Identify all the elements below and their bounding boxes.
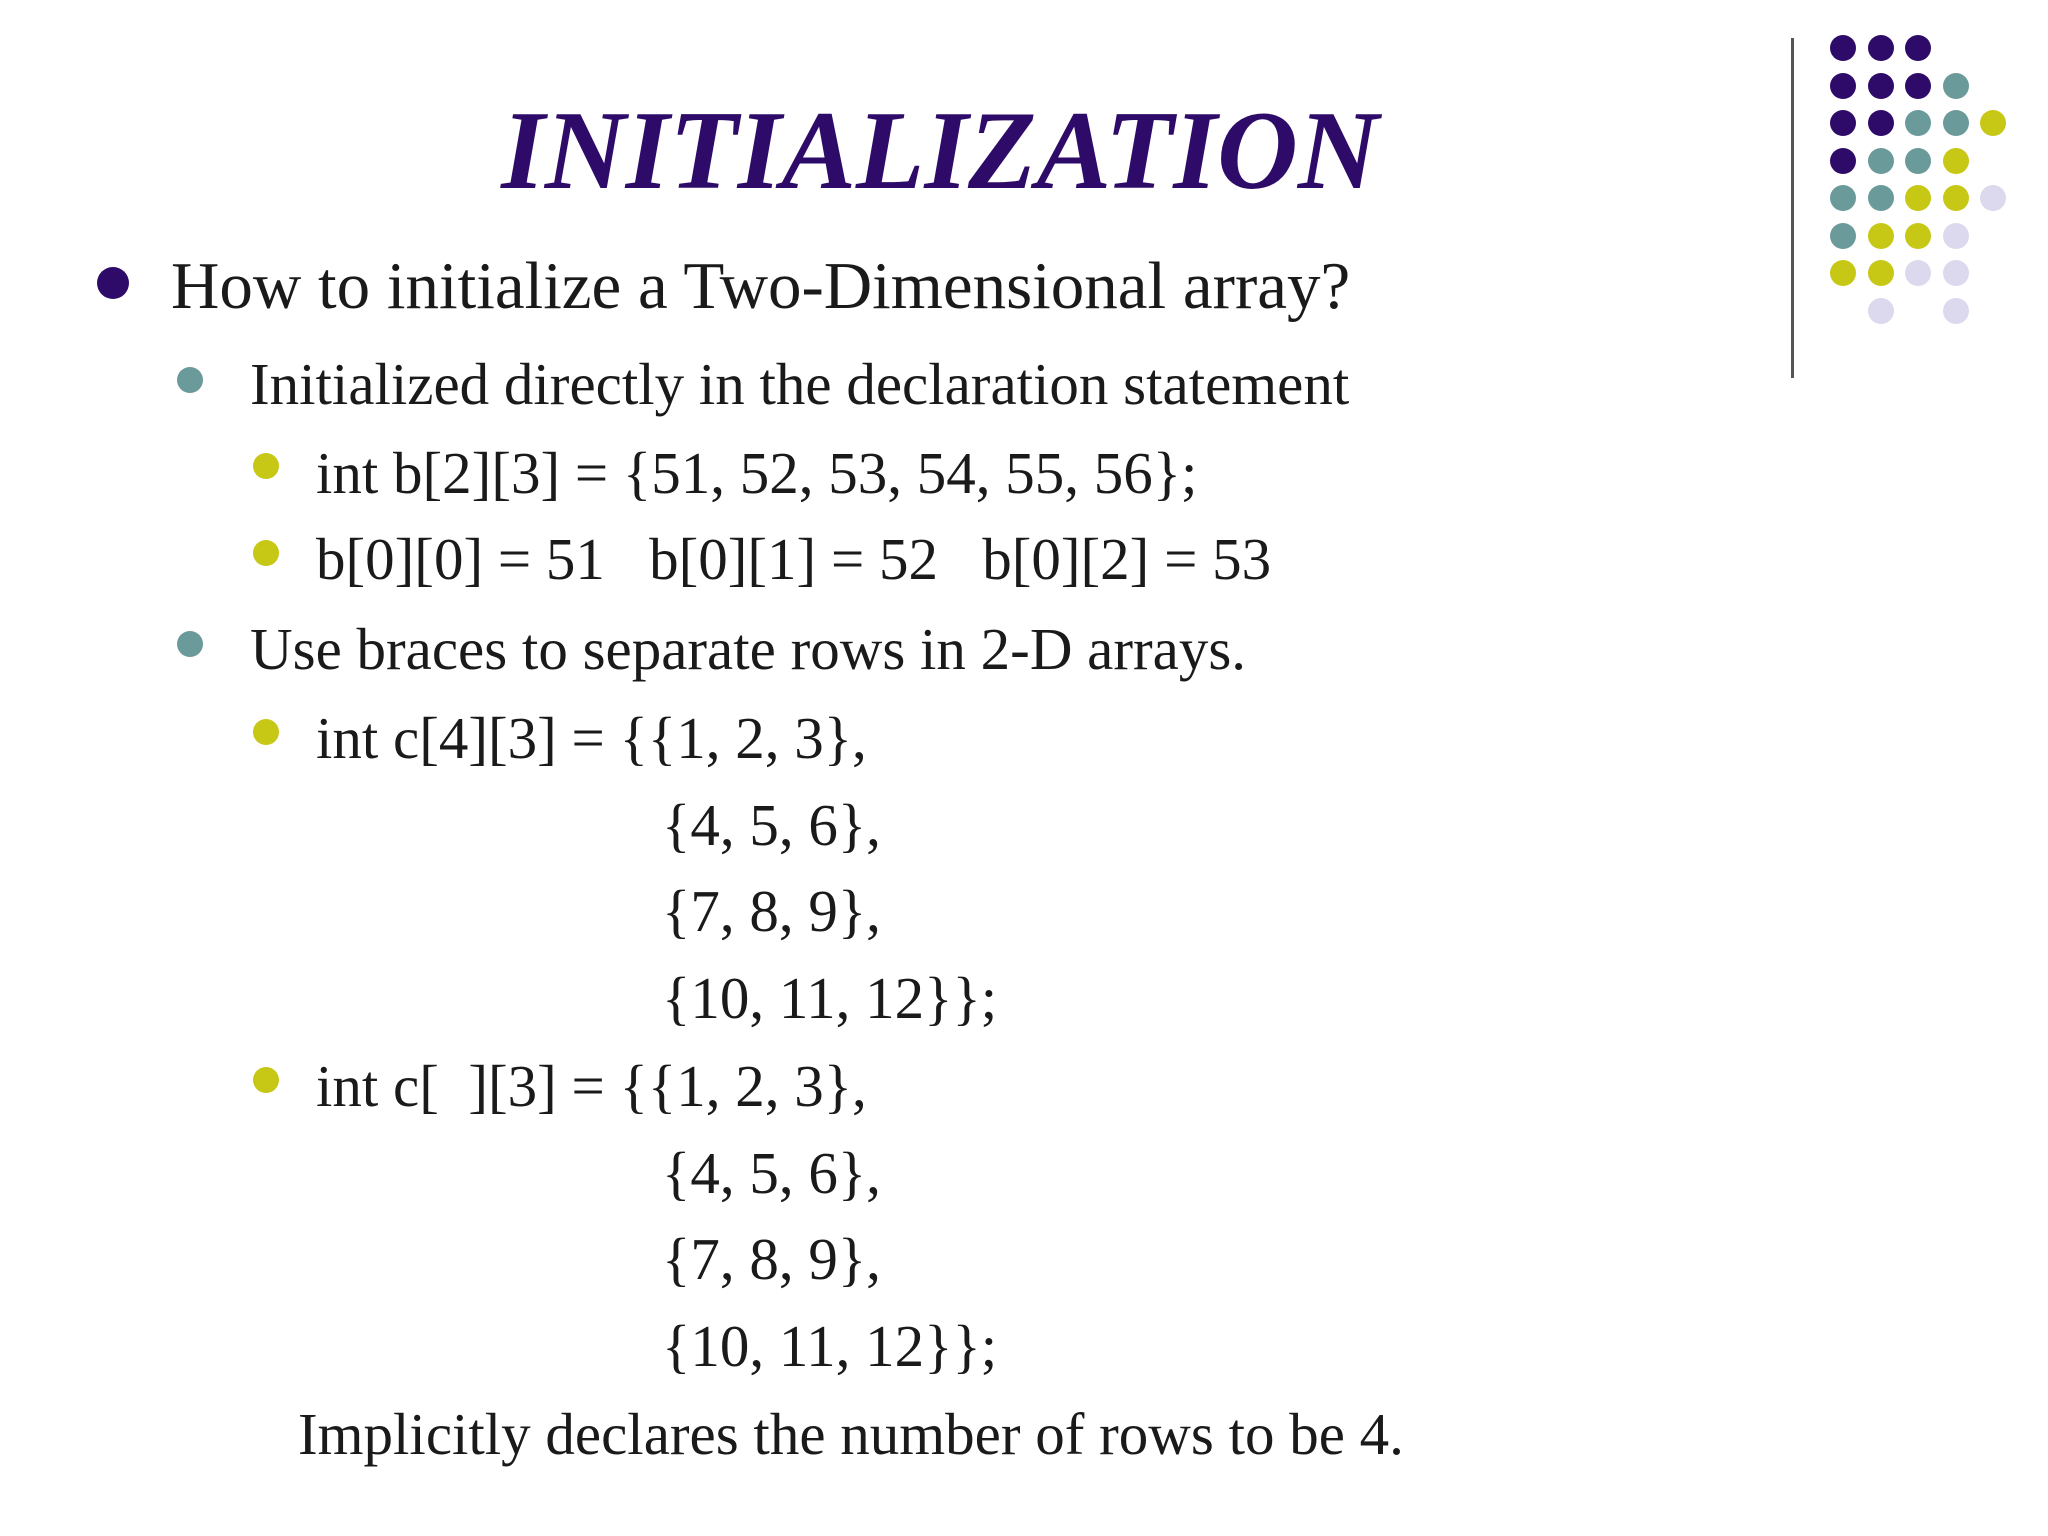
decorative-dot-icon (1830, 148, 1856, 174)
decorative-dot-icon (1905, 35, 1931, 61)
decorative-dot-icon (1943, 298, 1969, 324)
decorative-dot-icon (1868, 185, 1894, 211)
decorative-dot-icon (1868, 73, 1894, 99)
decorative-dot-icon (1943, 73, 1969, 99)
decorative-dot-icon (1905, 73, 1931, 99)
bullet-level3-icon (253, 540, 279, 566)
decorative-dot-icon (1830, 223, 1856, 249)
subpoint-braces-text: Use braces to separate rows in 2-D arrays. (250, 616, 1247, 682)
decorative-divider-line (1791, 38, 1794, 378)
decorative-dot-icon (1905, 148, 1931, 174)
code-line-c-implicit-row3: {7, 8, 9}, (662, 1226, 881, 1292)
decorative-dot-icon (1868, 223, 1894, 249)
subpoint-declaration-text: Initialized directly in the declaration statement (250, 351, 1350, 417)
code-line-b-values: b[0][0] = 51 b[0][1] = 52 b[0][2] = 53 (316, 526, 1272, 592)
bullet-level3-icon (253, 1067, 279, 1093)
decorative-dot-icon (1868, 148, 1894, 174)
bullet-level1-icon (97, 267, 129, 299)
code-line-c4-row2: {4, 5, 6}, (662, 792, 881, 858)
decorative-dot-icon (1905, 185, 1931, 211)
decorative-dot-icon (1905, 110, 1931, 136)
decorative-dot-icon (1905, 260, 1931, 286)
decorative-dot-icon (1868, 260, 1894, 286)
code-line-c-implicit-row2: {4, 5, 6}, (662, 1140, 881, 1206)
decorative-dot-icon (1830, 260, 1856, 286)
decorative-dot-icon (1943, 223, 1969, 249)
decorative-dot-icon (1830, 185, 1856, 211)
code-line-c-implicit-row1: int c[ ][3] = {{1, 2, 3}, (316, 1053, 867, 1119)
decorative-dot-icon (1943, 185, 1969, 211)
decorative-dot-icon (1868, 298, 1894, 324)
decorative-dot-icon (1980, 110, 2006, 136)
decorative-dot-icon (1943, 110, 1969, 136)
decorative-dot-icon (1905, 223, 1931, 249)
bullet-level2-icon (177, 367, 203, 393)
decorative-dot-icon (1830, 73, 1856, 99)
code-line-c4-row3: {7, 8, 9}, (662, 878, 881, 944)
question-text: How to initialize a Two-Dimensional array? (171, 249, 1351, 323)
decorative-dot-icon (1830, 35, 1856, 61)
slide-title: INITIALIZATION (501, 89, 1379, 213)
bullet-level2-icon (177, 631, 203, 657)
decorative-dot-icon (1868, 110, 1894, 136)
decorative-dot-icon (1943, 148, 1969, 174)
bullet-level3-icon (253, 453, 279, 479)
decorative-dot-icon (1868, 35, 1894, 61)
bullet-level3-icon (253, 719, 279, 745)
code-line-c-implicit-row4: {10, 11, 12}}; (662, 1313, 998, 1379)
decorative-dot-icon (1943, 260, 1969, 286)
code-line-b-init: int b[2][3] = {51, 52, 53, 54, 55, 56}; (316, 440, 1198, 506)
code-line-c4-row1: int c[4][3] = {{1, 2, 3}, (316, 705, 867, 771)
decorative-dot-icon (1830, 110, 1856, 136)
decorative-dot-icon (1980, 185, 2006, 211)
implicit-rows-note: Implicitly declares the number of rows to be 4. (298, 1401, 1404, 1467)
code-line-c4-row4: {10, 11, 12}}; (662, 965, 998, 1031)
